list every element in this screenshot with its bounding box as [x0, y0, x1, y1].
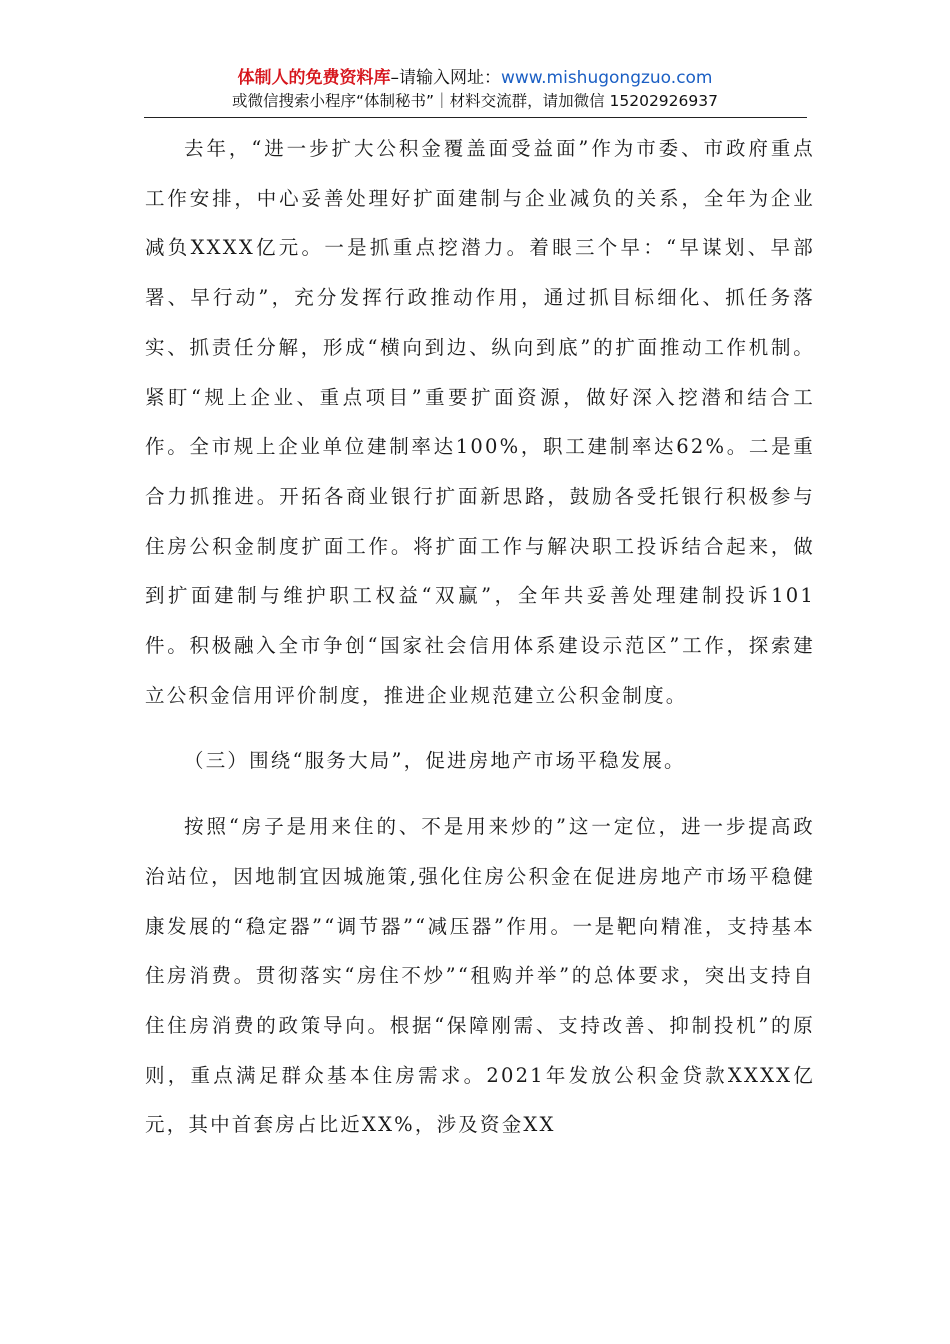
header-line-1: [0, 66, 950, 90]
brand-title: 体制人的免费资料库: [237, 68, 391, 88]
paragraph-expansion: 去年，“进一步扩大公积金覆盖面受益面”作为市委、市政府重点工作安排，中心妥善处理好扩面建制与企业减负的关系，全年为企业减负XXXX亿元。一是抓重点挖潜力。着眼三个早：“早谋划、早部署、早行动”，充分发挥行政推动作用，通过抓目标细化、抓任务落实、抓责任分解，形成“横向到边、纵向到底”的扩面推动工作机制。紧盯“规上企业、重点项目”重要扩面资源，做好深入挖潜和结合工作。全市规上企业单位建制率达100%，职工建制率达62%。二是重合力抓推进。开拓各商业银行扩面新思路，鼓励各受托银行积极参与住房公积金制度扩面工作。将扩面工作与解决职工投诉结合起来，做到扩面建制与维护职工权益“双赢”，全年共妥善处理建制投诉101件。积极融入全市争创“国家社会信用体系建设示范区”工作，探索建立公积金信用评价制度，推进企业规范建立公积金制度。: [145, 137, 815, 707]
site-header: [0, 66, 950, 112]
header-line-2: 或微信搜索小程序“体制秘书”｜材料交流群，请加微信 15202926937: [232, 92, 718, 110]
header-divider: [144, 117, 807, 118]
paragraph-housing-market: 按照“房子是用来住的、不是用来炒的”这一定位，进一步提高政治站位，因地制宜因城施策,强化住房公积金在促进房地产市场平稳健康发展的“稳定器”“调节器”“减压器”作用。一是靶向精准，支持基本住房消费。贯彻落实“房住不炒”“租购并举”的总体要求，突出支持自住住房消费的政策导向。根据“保障刚需、支持改善、抑制投机”的原则，重点满足群众基本住房需求。2021年发放公积金贷款XXXX亿元，其中首套房占比近XX%，涉及资金XX: [145, 815, 815, 1137]
section-heading-3: （三）围绕“服务大局”，促进房地产市场平稳发展。: [184, 749, 686, 773]
url-prompt: –请输入网址：: [390, 68, 501, 88]
website-link[interactable]: www.mishugongzuo.com: [500, 68, 713, 88]
document-body: [145, 124, 815, 1150]
